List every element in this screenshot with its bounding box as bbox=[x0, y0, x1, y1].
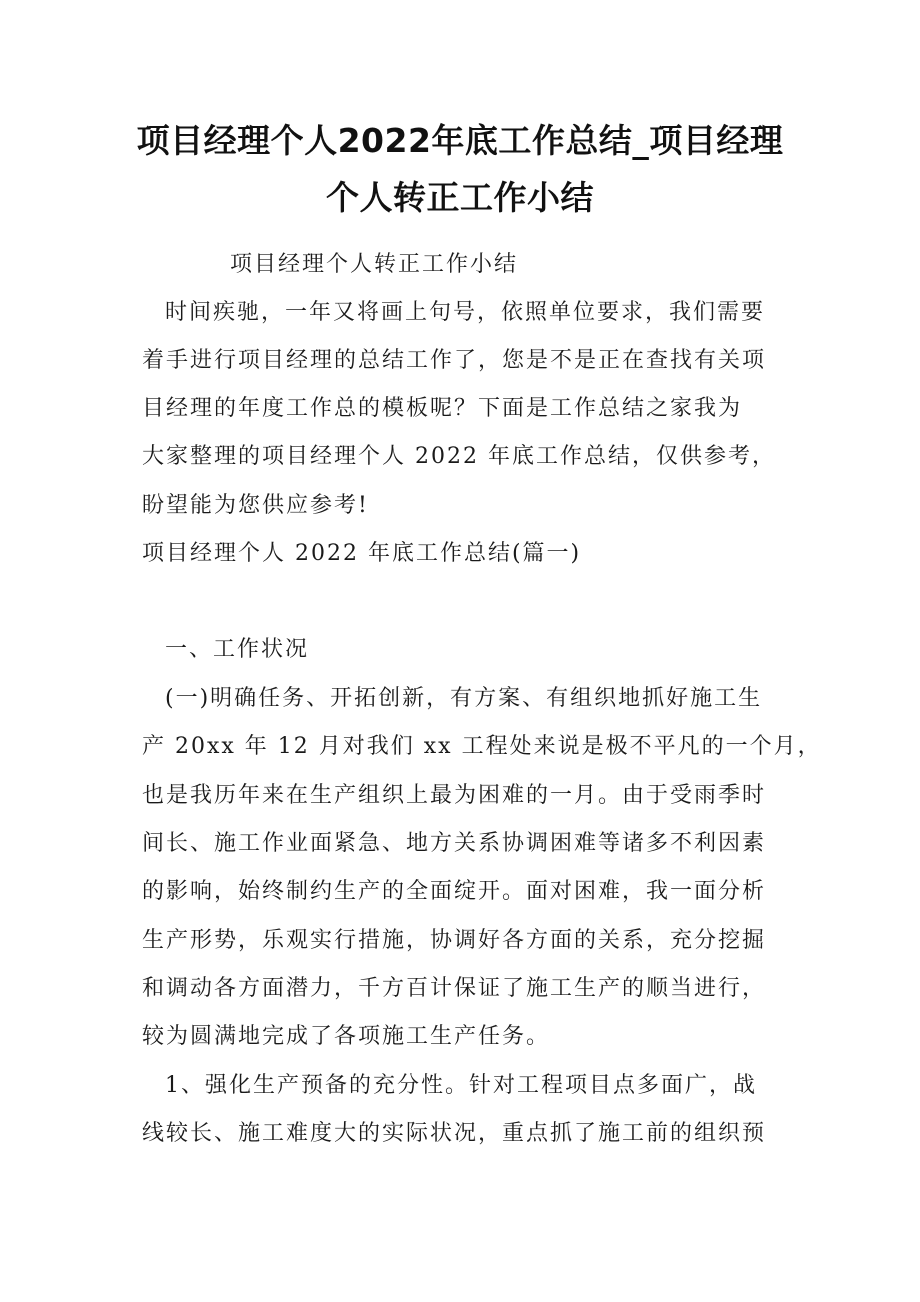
paragraph-line: 1、强化生产预备的充分性。针对工程项目点多面广，战 bbox=[165, 1073, 757, 1098]
paragraph-line: 也是我历年来在生产组织上最为困难的一月。由于受雨季时 bbox=[142, 783, 767, 808]
section-heading: 项目经理个人 2022 年底工作总结(篇一) bbox=[142, 541, 582, 566]
intro-line: 着手进行项目经理的总结工作了，您是不是正在查找有关项 bbox=[142, 348, 767, 373]
paragraph-line: 生产形势，乐观实行措施，协调好各方面的关系，充分挖掘 bbox=[142, 928, 767, 953]
document-title-line-2: 个人转正工作小结 bbox=[326, 178, 594, 217]
intro-line: 时间疾驰，一年又将画上句号，依照单位要求，我们需要 bbox=[165, 300, 766, 325]
paragraph-line: 较为圆满地完成了各项施工生产任务。 bbox=[142, 1024, 551, 1049]
intro-line: 目经理的年度工作总的模板呢？下面是工作总结之家我为 bbox=[142, 396, 743, 421]
paragraph-line: 和调动各方面潜力，千方百计保证了施工生产的顺当进行， bbox=[142, 976, 767, 1001]
document-title-line-1: 项目经理个人2022年底工作总结_项目经理 bbox=[136, 121, 784, 160]
paragraph-line: 的影响，始终制约生产的全面绽开。面对困难，我一面分析 bbox=[142, 879, 767, 904]
paragraph-line: 间长、施工作业面紧急、地方关系协调困难等诸多不利因素 bbox=[142, 831, 767, 856]
intro-line: 盼望能为您供应参考! bbox=[142, 493, 369, 518]
paragraph-line: (一)明确任务、开拓创新，有方案、有组织地抓好施工生 bbox=[165, 686, 763, 711]
paragraph-line: 线较长、施工难度大的实际状况，重点抓了施工前的组织预 bbox=[142, 1121, 767, 1146]
document-subtitle: 项目经理个人转正工作小结 bbox=[230, 252, 519, 277]
intro-line: 大家整理的项目经理个人 2022 年底工作总结，仅供参考， bbox=[142, 444, 776, 469]
paragraph-line: 产 20xx 年 12 月对我们 xx 工程处来说是极不平凡的一个月， bbox=[142, 734, 822, 759]
part-heading: 一、工作状况 bbox=[165, 637, 310, 662]
